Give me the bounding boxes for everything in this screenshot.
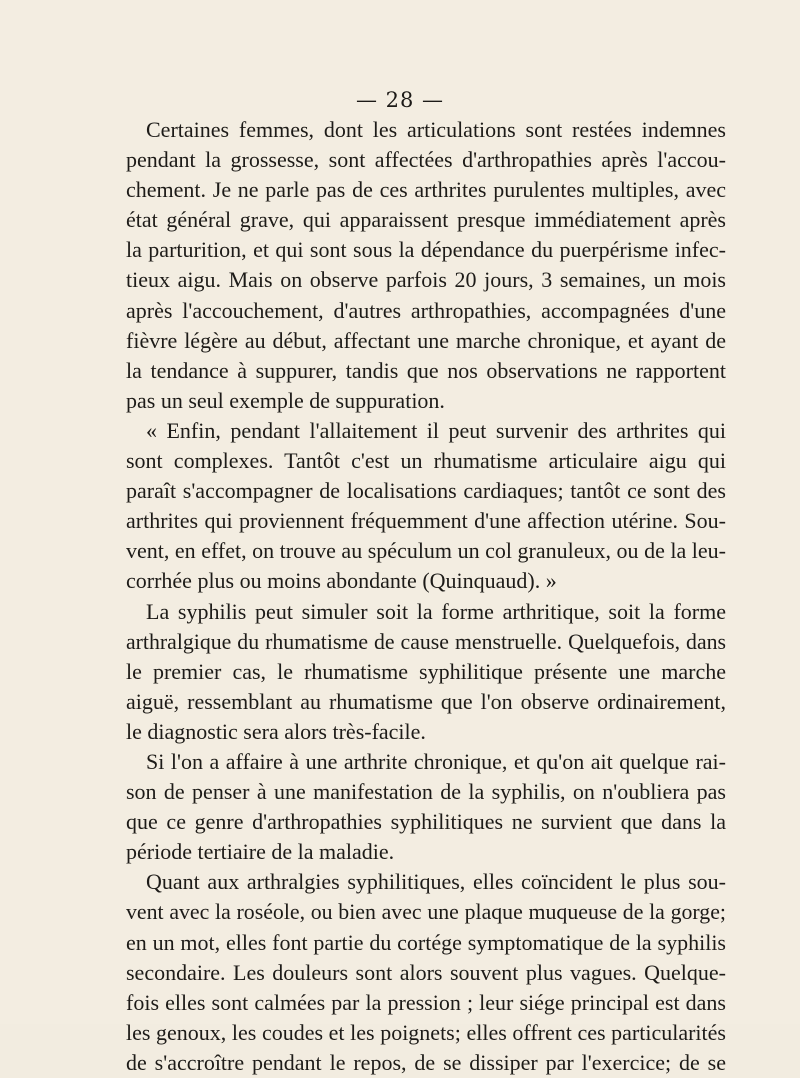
body-text: [126, 115, 726, 1078]
text-line: en un mot, elles font partie du cortége symptomatique de la syphilis: [126, 929, 726, 955]
text-line: de s'accroître pendant le repos, de se dissiper par l'exercice; de se: [126, 1049, 726, 1075]
text-line: que ce genre d'arthropathies syphilitiques ne survient que dans la: [126, 809, 726, 835]
text-line: chement. Je ne parle pas de ces arthrites purulentes multiples, avec: [126, 177, 726, 203]
text-line: secondaire. Les douleurs sont alors souvent plus vagues. Quelque-: [126, 959, 726, 985]
text-line: Certaines femmes, dont les articulations sont restées indemnes: [146, 117, 726, 142]
text-line: Si l'on a affaire à une arthrite chronique, et qu'on ait quelque rai-: [146, 748, 726, 774]
text-line: arthralgique du rhumatisme de cause menstruelle. Quelquefois, dans: [126, 629, 726, 654]
text-line: fièvre légère au début, affectant une marche chronique, et ayant de: [126, 327, 726, 353]
text-line: corrhée plus ou moins abondante (Quinquaud). »: [126, 568, 557, 594]
text-line: période tertiaire de la maladie.: [126, 839, 395, 865]
text-line: le diagnostic sera alors très-facile.: [126, 718, 426, 744]
text-line: aiguë, ressemblant au rhumatisme que l'on observe ordinairement,: [126, 688, 726, 714]
text-line: le premier cas, le rhumatisme syphilitique présente une marche: [126, 658, 726, 684]
text-line: tieux aigu. Mais on observe parfois 20 jours, 3 semaines, un mois: [126, 267, 726, 293]
text-line: pas un seul exemple de suppuration.: [126, 387, 445, 413]
text-line: sont complexes. Tantôt c'est un rhumatisme articulaire aigu qui: [126, 448, 726, 474]
text-line: pendant la grossesse, sont affectées d'arthropathies après l'accou-: [126, 147, 726, 173]
text-line: La syphilis peut simuler soit la forme arthritique, soit la forme: [146, 598, 726, 624]
text-line: vent, en effet, on trouve au spéculum un col granuleux, ou de la leu-: [126, 538, 726, 564]
text-line: la tendance à suppurer, tandis que nos observations ne rapportent: [126, 357, 726, 383]
text-line: vent avec la roséole, ou bien avec une plaque muqueuse de la gorge;: [126, 900, 726, 925]
text-line: arthrites qui proviennent fréquemment d'une affection utérine. Sou-: [126, 508, 726, 534]
text-line: les genoux, les coudes et les poignets; elles offrent ces particularités: [126, 1019, 726, 1045]
text-line: « Enfin, pendant l'allaitement il peut survenir des arthrites qui: [146, 417, 726, 443]
text-line: Quant aux arthralgies syphilitiques, elles coïncident le plus sou-: [146, 869, 726, 895]
text-line: après l'accouchement, d'autres arthropathies, accompagnées d'une: [126, 297, 726, 323]
text-line: fois elles sont calmées par la pression ; leur siége principal est dans: [126, 989, 726, 1015]
text-line: état général grave, qui apparaissent presque immédiatement après: [126, 207, 726, 233]
text-line: paraît s'accompagner de localisations cardiaques; tantôt ce sont des: [126, 478, 726, 504]
page-number: — 28 —: [355, 88, 445, 112]
text-line: la parturition, et qui sont sous la dépendance du puerpérisme infec-: [126, 237, 726, 263]
text-line: son de penser à une manifestation de la syphilis, on n'oubliera pas: [126, 779, 726, 805]
